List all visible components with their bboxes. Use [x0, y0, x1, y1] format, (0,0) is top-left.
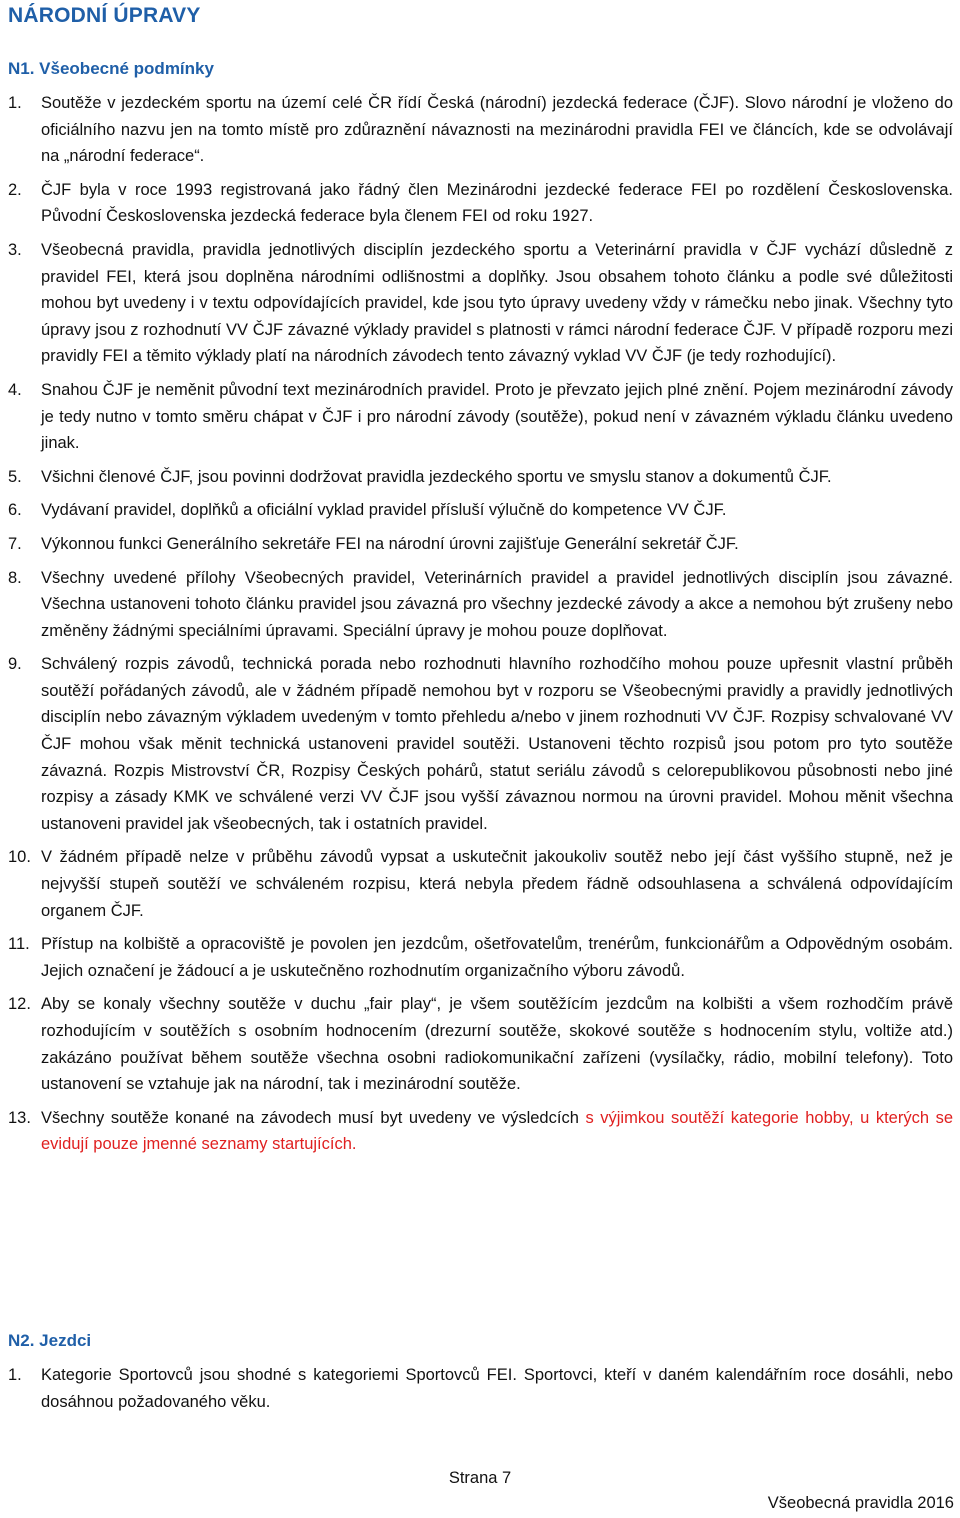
item-text: Aby se konaly všechny soutěže v duchu „fair play“, je všem soutěžícím jezdcům na kolbišti a všem rozhodčím právě rozhodujícím v soutěžích s osobním hodnocením (drezurní soutěže, skokové soutěže s hodnocením stylu, voltiže atd.) zakázáno používat během soutěže všechna osobni radiokomunikační zařízeni (vysílačky, rádio, mobilní telefony). Toto ustanovení se vztahuje jak na národní, tak i mezinárodní soutěže.: [41, 995, 953, 1094]
list-item: [0, 377, 960, 457]
item-text: Schválený rozpis závodů, technická porada nebo rozhodnuti hlavního rozhodčího mohou pouze upřesnit vlastní průběh soutěží pořádaných závodů, ale v žádném případě nemohou byt v rozporu se Všeobecnými pravidly a pravidly jednotlivých disciplín nebo závazným výkladem uvedeným v tomto přehledu a/nebo v jinem rozhodnuti VV ČJF. Rozpisy schvalované VV ČJF mohou však měnit technická ustanoveni pravidel soutěži. Ustanoveni těchto rozpisů jsou potom pro tyto soutěže závazná. Rozpis Mistrovství ČR, Rozpisy Českých pohárů, statut seriálu závodů s celorepublikovou působnosti nebo jiné rozpisy a zásady KMK ve schválené verzi VV ČJF jsou vyšší závaznou normou na úrovni pravidel. Mohou měnit všechna ustanoveni pravidel jak všeobecných, tak i ostatních pravidel.: [41, 655, 953, 833]
item-number: 1.: [8, 94, 22, 112]
item-text: Soutěže v jezdeckém sportu na území celé ČR řídí Česká (národní) jezdecká federace (ČJF). Slovo národní je vloženo do oficiálního nazvu jen na tomto místě pro zdůraznění návaznosti na mezinárodni pravidla FEI ve článcích, kde se odvolávají na „národní federace“.: [41, 94, 953, 166]
section-n2-list: [0, 1362, 960, 1422]
section-n1-list: [0, 90, 960, 1165]
item-text: ČJF byla v roce 1993 registrovaná jako řádný člen Mezinárodni jezdecké federace FEI po rozdělení Československa. Původní Československa jezdecká federace byla členem FEI od roku 1927.: [41, 180, 953, 226]
item-text: Všichni členové ČJF, jsou povinni dodržovat pravidla jezdeckého sportu ve smyslu stanov a dokumentů ČJF.: [41, 467, 832, 486]
item-text: Vydávaní pravidel, doplňků a oficiální vyklad pravidel přísluší výlučně do kompetence VV ČJF.: [41, 501, 727, 520]
list-item: [0, 1362, 960, 1415]
item-number: 13.: [8, 1108, 31, 1127]
item-number: 11.: [8, 935, 30, 954]
item-text: Kategorie Sportovců jsou shodné s kategoriemi Sportovců FEI. Sportovci, kteří v daném kalendářním roce dosáhli, nebo dosáhnou požadovaného věku.: [41, 1366, 953, 1411]
item-text: Přístup na kolbiště a opracoviště je povolen jen jezdcům, ošetřovatelům, trenérům, funkcionářům a Odpovědným osobám. Jejich označení je žádoucí a je uskutečněno rozhodnutím organizačního výboru závodů.: [41, 935, 953, 980]
document-name: Všeobecná pravidla 2016: [767, 1494, 954, 1512]
list-item: [0, 844, 960, 924]
item-number: 2.: [8, 180, 22, 199]
item-number: 7.: [8, 534, 22, 553]
item-number: 5.: [8, 467, 22, 486]
list-item: [0, 565, 960, 645]
page-title: NÁRODNÍ ÚPRAVY: [8, 4, 201, 27]
list-item: [0, 464, 960, 491]
section-heading-n2: N2. Jezdci: [8, 1331, 92, 1350]
list-item: [0, 931, 960, 984]
item-number: 8.: [8, 568, 22, 587]
item-text: Všeobecná pravidla, pravidla jednotlivých disciplín jezdeckého sportu a Veterinární pravidla v ČJF vychází důsledně z pravidel FEI, která jsou doplněna národními odlišnostmi a doplňky. Jsou obsahem tohoto článku a podle své důležitosti mohou byt uvedeny i v textu odpovídajících pravidel, kde jsou tyto úpravy uvedeny vždy v rámečku nebo jinak. Všechny tyto úpravy jsou z rozhodnutí VV ČJF závazné výklady pravidel s platnosti v rámci národní federace ČJF. V případě rozporu mezi pravidly FEI a těmito výklady platí na národních závodech tento závazný vyklad VV ČJF (je tedy rozhodující).: [41, 240, 953, 366]
item-text: V žádném případě nelze v průběhu závodů vypsat a uskutečnit jakoukoliv soutěž nebo její část vyššího stupně, než je nejvyšší stupeň soutěží ve schváleném rozpisu, která nebyla předem řádně odsouhlasena a schválená odpovídajícím organem ČJF.: [41, 848, 953, 920]
list-item: [0, 531, 960, 558]
item-number: 9.: [8, 655, 22, 674]
item-text: Snahou ČJF je neměnit původní text mezinárodních pravidel. Proto je převzato jejich plné znění. Pojem mezinárodní závody je tedy nutno v tomto směru chápat v ČJF i pro národní závody (soutěže), pokud není v závazném výkladu článku uvedeno jinak.: [41, 380, 953, 453]
item-number: 6.: [8, 501, 22, 520]
list-item: [0, 237, 960, 370]
item-text-highlight: s výjimkou soutěží kategorie hobby, u kterých se evidují pouze jmenné seznamy startujících.: [41, 1108, 954, 1154]
list-item: [0, 651, 960, 837]
list-item: [0, 991, 960, 1097]
item-number: 1.: [8, 1366, 22, 1384]
item-text: Výkonnou funkci Generálního sekretáře FEI na národní úrovni zajišťuje Generální sekretář ČJF.: [41, 534, 739, 553]
list-item: [0, 497, 960, 524]
item-number: 3.: [8, 240, 22, 259]
section-heading-n1: N1. Všeobecné podmínky: [8, 59, 214, 78]
list-item: [0, 90, 960, 170]
page-number: Strana 7: [448, 1469, 512, 1487]
list-item: [0, 177, 960, 230]
item-text: Všechny uvedené přílohy Všeobecných pravidel, Veterinárních pravidel a pravidel jednotlivých disciplín jsou závazné. Všechna ustanoveni tohoto článku pravidel jsou závazná pro všechny jezdecké závody a akce a nemohou být zrušeny nebo změněny žádnými speciálními úpravami. Speciální úpravy je mohou pouze doplňovat.: [41, 568, 953, 640]
list-item: [0, 1105, 960, 1158]
item-number: 12.: [8, 995, 31, 1014]
item-text: Všechny soutěže konané na závodech musí byt uvedeny ve výsledcích: [41, 1108, 586, 1127]
item-number: 10.: [8, 848, 31, 867]
item-number: 4.: [8, 380, 22, 399]
